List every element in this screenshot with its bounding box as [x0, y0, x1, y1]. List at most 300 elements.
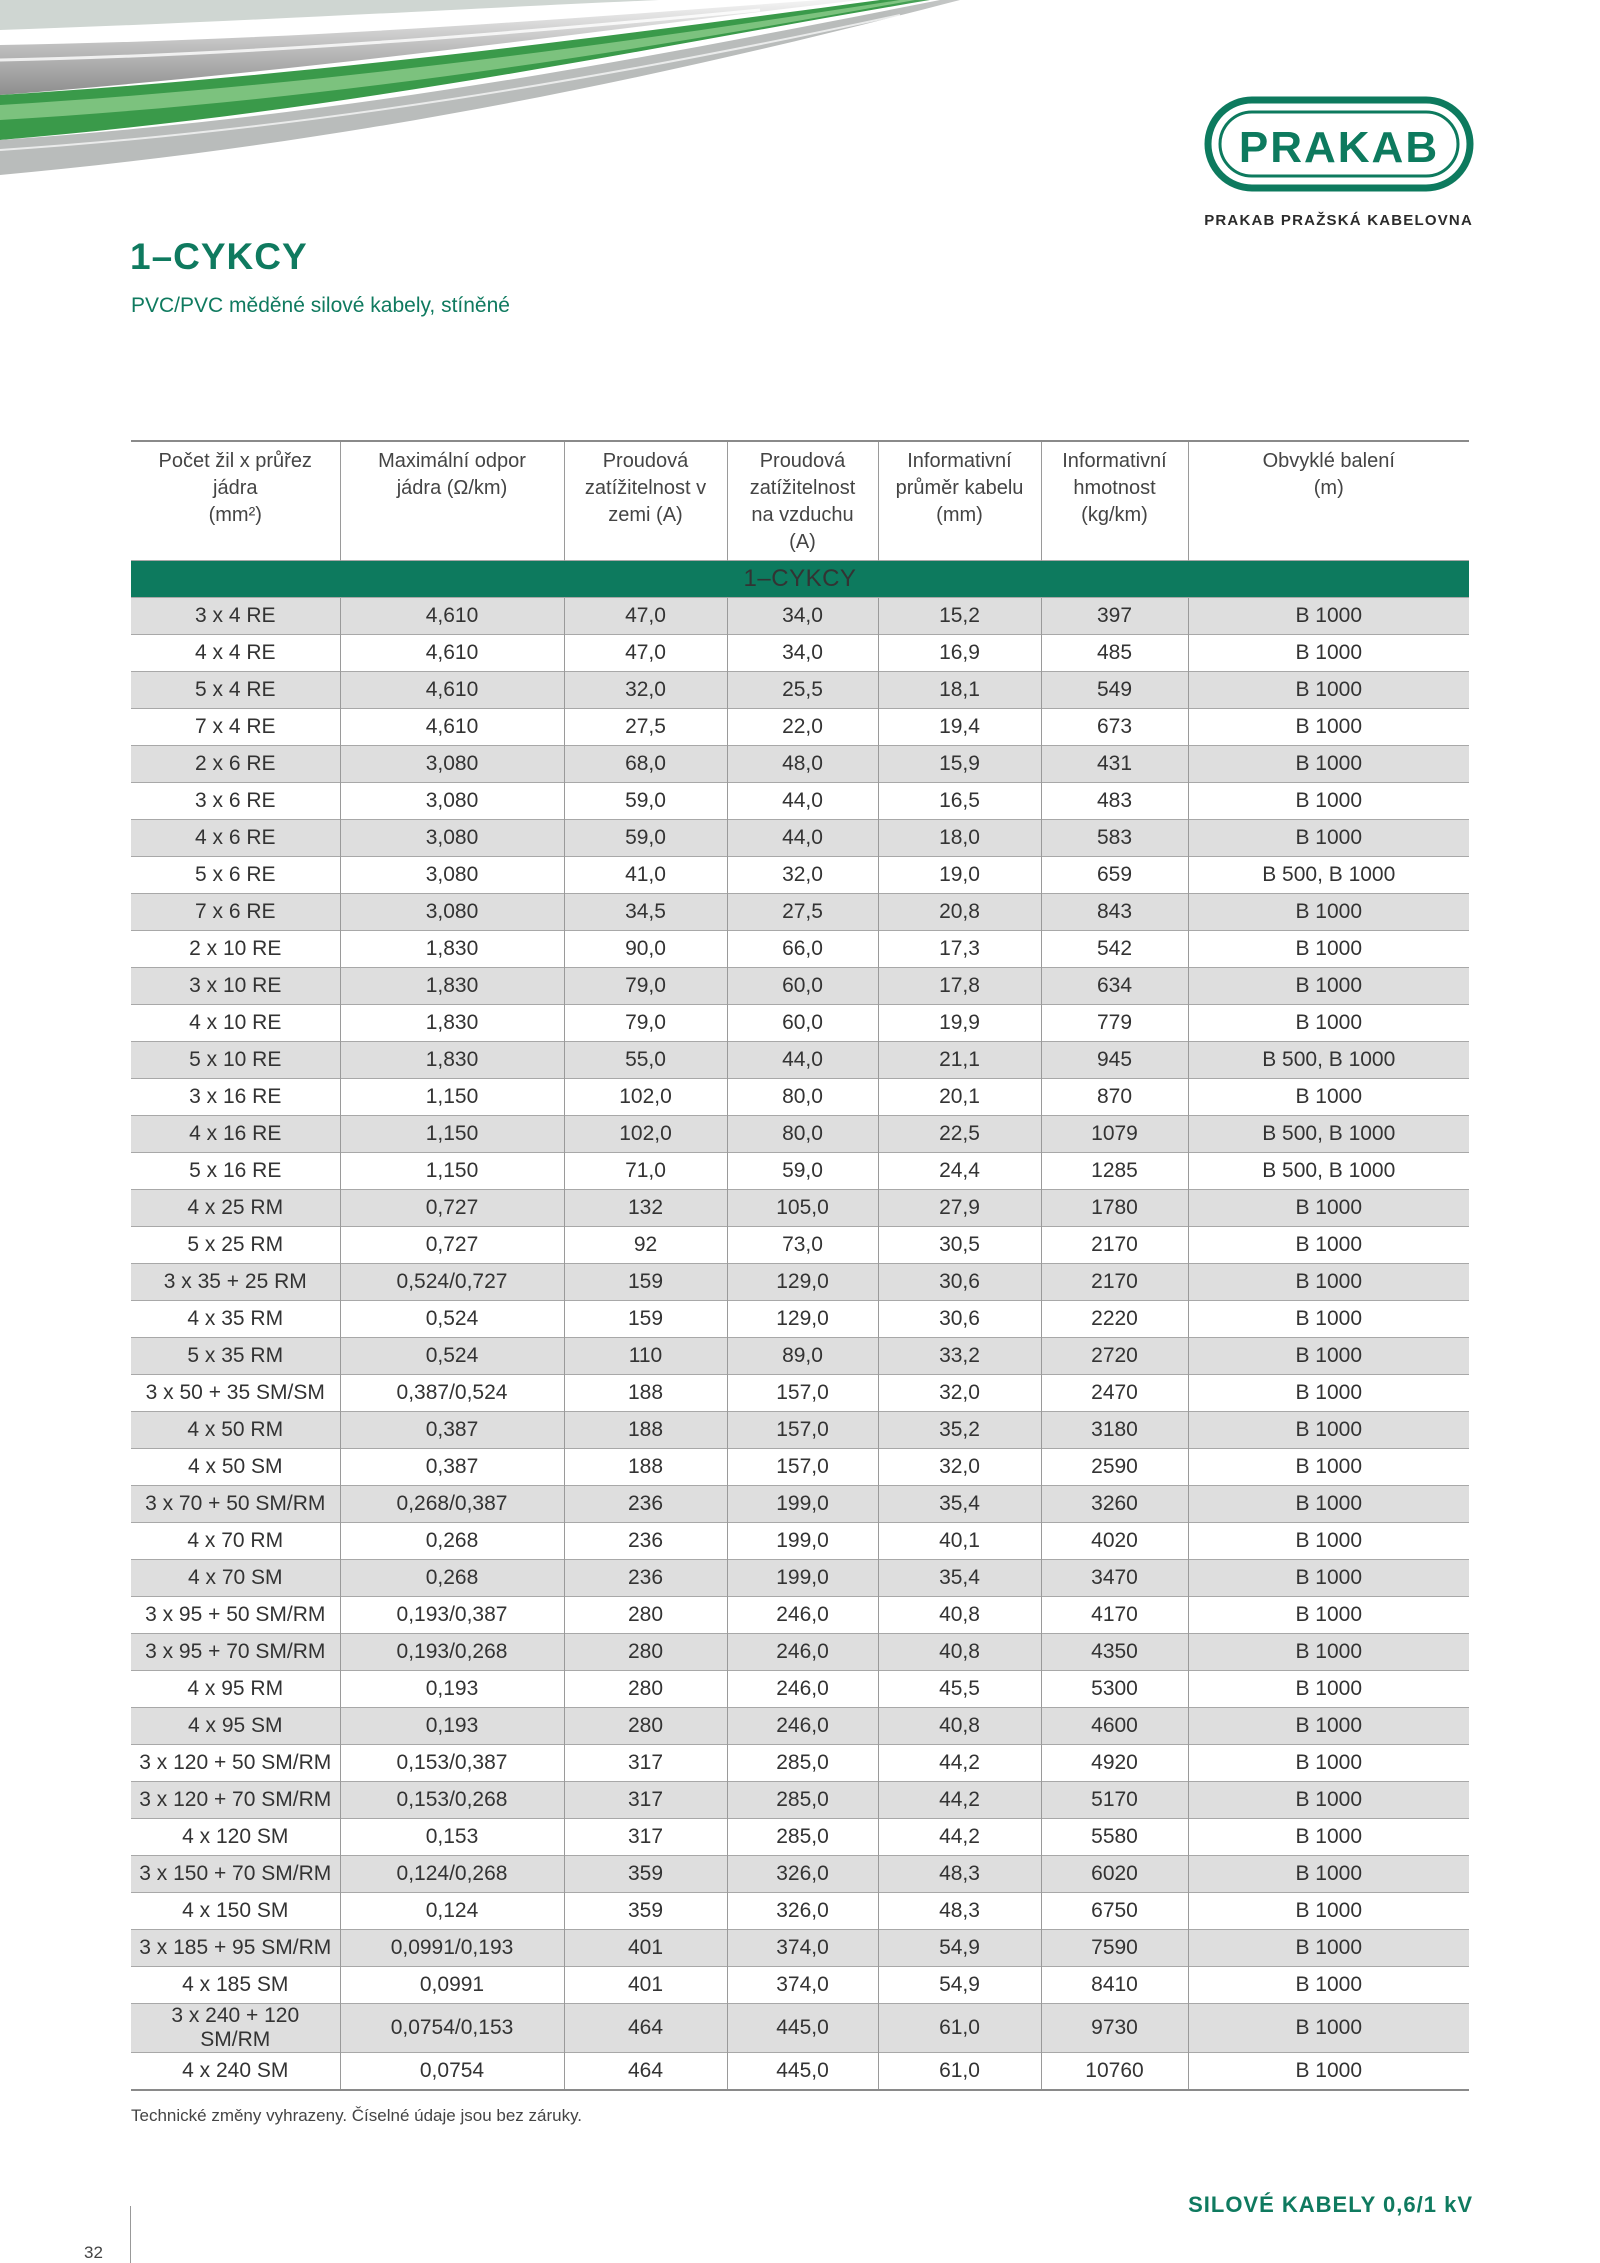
table-cell: 30,6: [878, 1264, 1041, 1301]
table-cell: 0,124: [340, 1893, 564, 1930]
table-cell: 374,0: [727, 1967, 878, 2004]
table-cell: 3180: [1041, 1412, 1188, 1449]
table-cell: B 500, B 1000: [1188, 1116, 1469, 1153]
table-cell: B 1000: [1188, 1338, 1469, 1375]
table-row: [131, 857, 1469, 894]
table-cell: 4 x 120 SM: [131, 1819, 340, 1856]
table-cell: 236: [564, 1523, 727, 1560]
table-cell: 45,5: [878, 1671, 1041, 1708]
table-cell: 40,1: [878, 1523, 1041, 1560]
table-cell: B 1000: [1188, 1597, 1469, 1634]
table-cell: 35,4: [878, 1486, 1041, 1523]
table-cell: 20,1: [878, 1079, 1041, 1116]
table-cell: 4,610: [340, 635, 564, 672]
table-cell: 4 x 50 SM: [131, 1449, 340, 1486]
table-cell: B 1000: [1188, 968, 1469, 1005]
table-cell: 16,5: [878, 783, 1041, 820]
table-cell: 3 x 6 RE: [131, 783, 340, 820]
table-cell: 1,150: [340, 1116, 564, 1153]
table-cell: B 1000: [1188, 672, 1469, 709]
table-section-row: [131, 561, 1469, 598]
table-row: [131, 1523, 1469, 1560]
table-cell: 3,080: [340, 857, 564, 894]
table-cell: 105,0: [727, 1190, 878, 1227]
table-cell: 5 x 16 RE: [131, 1153, 340, 1190]
table-cell: 15,9: [878, 746, 1041, 783]
table-cell: B 1000: [1188, 1893, 1469, 1930]
table-row: [131, 2004, 1469, 2053]
table-cell: 30,5: [878, 1227, 1041, 1264]
table-cell: 236: [564, 1560, 727, 1597]
table-cell: 60,0: [727, 968, 878, 1005]
table-cell: 0,0754: [340, 2053, 564, 2091]
table-cell: 4 x 10 RE: [131, 1005, 340, 1042]
table-row: [131, 1264, 1469, 1301]
table-cell: B 1000: [1188, 1301, 1469, 1338]
table-cell: B 500, B 1000: [1188, 857, 1469, 894]
table-cell: 35,2: [878, 1412, 1041, 1449]
table-cell: 24,4: [878, 1153, 1041, 1190]
table-cell: 21,1: [878, 1042, 1041, 1079]
table-cell: 285,0: [727, 1745, 878, 1782]
table-cell: 3 x 70 + 50 SM/RM: [131, 1486, 340, 1523]
table-cell: 4170: [1041, 1597, 1188, 1634]
table-cell: 0,727: [340, 1227, 564, 1264]
table-cell: 41,0: [564, 857, 727, 894]
table-cell: 157,0: [727, 1375, 878, 1412]
table-cell: 34,0: [727, 598, 878, 635]
table-row: [131, 1671, 1469, 1708]
svg-text:PRAKAB: PRAKAB: [1238, 123, 1440, 172]
table-cell: 0,153/0,268: [340, 1782, 564, 1819]
table-cell: B 500, B 1000: [1188, 1042, 1469, 1079]
table-cell: 6020: [1041, 1856, 1188, 1893]
column-header: Počet žil x průřez jádra (mm²): [131, 441, 340, 561]
table-row: [131, 1708, 1469, 1745]
table-cell: 79,0: [564, 1005, 727, 1042]
table-cell: 0,268: [340, 1560, 564, 1597]
table-cell: B 1000: [1188, 1079, 1469, 1116]
table-row: [131, 635, 1469, 672]
table-cell: 3 x 185 + 95 SM/RM: [131, 1930, 340, 1967]
table-cell: 779: [1041, 1005, 1188, 1042]
table-cell: 280: [564, 1708, 727, 1745]
table-cell: 19,9: [878, 1005, 1041, 1042]
table-cell: 4 x 70 RM: [131, 1523, 340, 1560]
table-cell: 25,5: [727, 672, 878, 709]
table-cell: B 1000: [1188, 1819, 1469, 1856]
table-cell: 5 x 4 RE: [131, 672, 340, 709]
table-cell: 32,0: [564, 672, 727, 709]
table-cell: 0,193/0,387: [340, 1597, 564, 1634]
table-row: [131, 1079, 1469, 1116]
column-header: Maximální odpor jádra (Ω/km): [340, 441, 564, 561]
table-cell: 54,9: [878, 1967, 1041, 2004]
table-cell: 5 x 25 RM: [131, 1227, 340, 1264]
page-number: 32: [84, 2243, 103, 2262]
table-row: [131, 672, 1469, 709]
table-cell: 30,6: [878, 1301, 1041, 1338]
table-cell: B 1000: [1188, 1560, 1469, 1597]
table-cell: B 1000: [1188, 2004, 1469, 2053]
table-cell: 40,8: [878, 1708, 1041, 1745]
table-cell: 60,0: [727, 1005, 878, 1042]
table-cell: 32,0: [727, 857, 878, 894]
table-cell: 0,153: [340, 1819, 564, 1856]
table-cell: 4 x 35 RM: [131, 1301, 340, 1338]
table-cell: 59,0: [564, 783, 727, 820]
table-cell: 3 x 95 + 50 SM/RM: [131, 1597, 340, 1634]
table-cell: B 1000: [1188, 1375, 1469, 1412]
table-cell: 80,0: [727, 1116, 878, 1153]
table-cell: 0,524: [340, 1301, 564, 1338]
footer-section-title: SILOVÉ KABELY 0,6/1 kV: [1188, 2192, 1473, 2217]
table-cell: 61,0: [878, 2004, 1041, 2053]
table-cell: B 1000: [1188, 783, 1469, 820]
table-cell: 0,153/0,387: [340, 1745, 564, 1782]
table-cell: 48,3: [878, 1893, 1041, 1930]
table-cell: 3 x 35 + 25 RM: [131, 1264, 340, 1301]
table-row: [131, 1893, 1469, 1930]
table-row: [131, 1856, 1469, 1893]
table-cell: 4,610: [340, 672, 564, 709]
table-cell: 2220: [1041, 1301, 1188, 1338]
table-cell: B 1000: [1188, 1264, 1469, 1301]
column-header: Proudová zatížitelnost v zemi (A): [564, 441, 727, 561]
table-cell: 199,0: [727, 1560, 878, 1597]
table-cell: 246,0: [727, 1708, 878, 1745]
table-row: [131, 1486, 1469, 1523]
table-cell: 2170: [1041, 1227, 1188, 1264]
table-cell: 4 x 70 SM: [131, 1560, 340, 1597]
table-row: [131, 1782, 1469, 1819]
table-cell: 583: [1041, 820, 1188, 857]
table-cell: 17,8: [878, 968, 1041, 1005]
table-cell: B 1000: [1188, 1930, 1469, 1967]
table-cell: 4020: [1041, 1523, 1188, 1560]
table-cell: 3,080: [340, 894, 564, 931]
table-cell: 4 x 95 SM: [131, 1708, 340, 1745]
table-cell: 0,124/0,268: [340, 1856, 564, 1893]
table-cell: 40,8: [878, 1597, 1041, 1634]
table-row: [131, 1301, 1469, 1338]
table-cell: 3 x 4 RE: [131, 598, 340, 635]
table-cell: 5580: [1041, 1819, 1188, 1856]
table-row: [131, 709, 1469, 746]
table-cell: 401: [564, 1967, 727, 2004]
table-cell: B 1000: [1188, 1856, 1469, 1893]
table-cell: B 1000: [1188, 1782, 1469, 1819]
column-header: Informativní průměr kabelu (mm): [878, 441, 1041, 561]
table-cell: 1285: [1041, 1153, 1188, 1190]
table-row: [131, 1634, 1469, 1671]
table-cell: B 1000: [1188, 1005, 1469, 1042]
table-cell: 236: [564, 1486, 727, 1523]
table-cell: 48,3: [878, 1856, 1041, 1893]
table-cell: 280: [564, 1671, 727, 1708]
cable-spec-table: [131, 440, 1469, 2091]
table-row: [131, 1449, 1469, 1486]
table-cell: 280: [564, 1634, 727, 1671]
table-cell: 92: [564, 1227, 727, 1264]
table-cell: 0,193: [340, 1671, 564, 1708]
table-cell: 397: [1041, 598, 1188, 635]
table-cell: 3 x 95 + 70 SM/RM: [131, 1634, 340, 1671]
table-row: [131, 1375, 1469, 1412]
table-cell: 32,0: [878, 1375, 1041, 1412]
table-cell: 110: [564, 1338, 727, 1375]
table-cell: 317: [564, 1745, 727, 1782]
table-cell: 7 x 6 RE: [131, 894, 340, 931]
table-cell: 68,0: [564, 746, 727, 783]
table-cell: 3,080: [340, 783, 564, 820]
table-cell: 673: [1041, 709, 1188, 746]
table-cell: 4,610: [340, 709, 564, 746]
table-row: [131, 1819, 1469, 1856]
table-cell: 542: [1041, 931, 1188, 968]
table-cell: 4 x 150 SM: [131, 1893, 340, 1930]
table-cell: 19,4: [878, 709, 1041, 746]
table-cell: 47,0: [564, 635, 727, 672]
table-cell: 1,830: [340, 1042, 564, 1079]
table-cell: 6750: [1041, 1893, 1188, 1930]
table-cell: 80,0: [727, 1079, 878, 1116]
table-cell: 4,610: [340, 598, 564, 635]
table-cell: 0,193/0,268: [340, 1634, 564, 1671]
table-cell: 4 x 95 RM: [131, 1671, 340, 1708]
table-cell: 0,387: [340, 1449, 564, 1486]
table-cell: 199,0: [727, 1486, 878, 1523]
table-cell: 0,727: [340, 1190, 564, 1227]
table-cell: 102,0: [564, 1116, 727, 1153]
table-cell: 445,0: [727, 2053, 878, 2091]
table-cell: 634: [1041, 968, 1188, 1005]
table-cell: 20,8: [878, 894, 1041, 931]
table-cell: 102,0: [564, 1079, 727, 1116]
table-cell: 22,0: [727, 709, 878, 746]
table-cell: B 1000: [1188, 820, 1469, 857]
table-cell: 18,1: [878, 672, 1041, 709]
table-cell: 55,0: [564, 1042, 727, 1079]
table-row: [131, 1930, 1469, 1967]
column-header: Proudová zatížitelnost na vzduchu (A): [727, 441, 878, 561]
table-cell: 73,0: [727, 1227, 878, 1264]
table-cell: B 1000: [1188, 1449, 1469, 1486]
table-cell: B 1000: [1188, 894, 1469, 931]
table-cell: 374,0: [727, 1930, 878, 1967]
table-cell: 2720: [1041, 1338, 1188, 1375]
table-cell: 549: [1041, 672, 1188, 709]
table-cell: 27,9: [878, 1190, 1041, 1227]
table-cell: 401: [564, 1930, 727, 1967]
table-cell: 0,193: [340, 1708, 564, 1745]
table-cell: 129,0: [727, 1301, 878, 1338]
table-row: [131, 894, 1469, 931]
table-cell: 188: [564, 1449, 727, 1486]
table-cell: 19,0: [878, 857, 1041, 894]
table-cell: 326,0: [727, 1893, 878, 1930]
table-cell: 1,830: [340, 968, 564, 1005]
table-cell: 5300: [1041, 1671, 1188, 1708]
table-cell: 0,0991/0,193: [340, 1930, 564, 1967]
table-cell: 464: [564, 2004, 727, 2053]
table-cell: B 1000: [1188, 1190, 1469, 1227]
table-cell: 0,387: [340, 1412, 564, 1449]
table-cell: 3,080: [340, 746, 564, 783]
table-cell: 4 x 25 RM: [131, 1190, 340, 1227]
table-row: [131, 1227, 1469, 1264]
table-row: [131, 1116, 1469, 1153]
table-cell: 159: [564, 1264, 727, 1301]
table-row: [131, 1190, 1469, 1227]
table-cell: 34,0: [727, 635, 878, 672]
table-cell: 3 x 10 RE: [131, 968, 340, 1005]
table-cell: 246,0: [727, 1671, 878, 1708]
table-cell: 59,0: [727, 1153, 878, 1190]
table-cell: 34,5: [564, 894, 727, 931]
table-row: [131, 1597, 1469, 1634]
table-cell: 3 x 150 + 70 SM/RM: [131, 1856, 340, 1893]
table-cell: B 1000: [1188, 1745, 1469, 1782]
table-cell: 483: [1041, 783, 1188, 820]
table-row: [131, 746, 1469, 783]
table-row: [131, 1560, 1469, 1597]
table-cell: 1,150: [340, 1153, 564, 1190]
table-cell: 317: [564, 1819, 727, 1856]
table-row: [131, 931, 1469, 968]
column-header: Obvyklé balení (m): [1188, 441, 1469, 561]
page-subtitle: PVC/PVC měděné silové kabely, stíněné: [131, 294, 510, 317]
table-cell: 59,0: [564, 820, 727, 857]
table-cell: 27,5: [564, 709, 727, 746]
table-cell: 79,0: [564, 968, 727, 1005]
table-cell: 4350: [1041, 1634, 1188, 1671]
table-cell: 32,0: [878, 1449, 1041, 1486]
table-row: [131, 1338, 1469, 1375]
table-cell: 4 x 6 RE: [131, 820, 340, 857]
table-row: [131, 1412, 1469, 1449]
table-cell: 18,0: [878, 820, 1041, 857]
table-cell: 4600: [1041, 1708, 1188, 1745]
table-cell: 129,0: [727, 1264, 878, 1301]
table-cell: 44,2: [878, 1782, 1041, 1819]
table-cell: 0,268: [340, 1523, 564, 1560]
table-cell: 285,0: [727, 1819, 878, 1856]
table-cell: 3,080: [340, 820, 564, 857]
table-cell: 44,2: [878, 1745, 1041, 1782]
table-cell: 0,0754/0,153: [340, 2004, 564, 2053]
table-cell: 157,0: [727, 1412, 878, 1449]
table-cell: 0,268/0,387: [340, 1486, 564, 1523]
table-cell: B 1000: [1188, 709, 1469, 746]
table-cell: 44,0: [727, 783, 878, 820]
table-cell: 16,9: [878, 635, 1041, 672]
table-cell: 5170: [1041, 1782, 1188, 1819]
table-cell: B 1000: [1188, 1634, 1469, 1671]
table-cell: 2470: [1041, 1375, 1188, 1412]
table-cell: 54,9: [878, 1930, 1041, 1967]
table-cell: 4 x 185 SM: [131, 1967, 340, 2004]
table-cell: 431: [1041, 746, 1188, 783]
table-cell: 3 x 240 + 120 SM/RM: [131, 2004, 340, 2053]
table-cell: 359: [564, 1856, 727, 1893]
table-cell: 17,3: [878, 931, 1041, 968]
table-cell: 3 x 120 + 70 SM/RM: [131, 1782, 340, 1819]
table-cell: 326,0: [727, 1856, 878, 1893]
table-cell: 40,8: [878, 1634, 1041, 1671]
table-cell: 870: [1041, 1079, 1188, 1116]
table-cell: 4 x 16 RE: [131, 1116, 340, 1153]
table-cell: 317: [564, 1782, 727, 1819]
table-cell: 285,0: [727, 1782, 878, 1819]
table-cell: 2 x 6 RE: [131, 746, 340, 783]
table-cell: 188: [564, 1375, 727, 1412]
table-cell: 4 x 50 RM: [131, 1412, 340, 1449]
table-cell: 44,0: [727, 820, 878, 857]
table-cell: 132: [564, 1190, 727, 1227]
table-cell: 71,0: [564, 1153, 727, 1190]
table-row: [131, 1042, 1469, 1079]
table-cell: 8410: [1041, 1967, 1188, 2004]
table-cell: 1780: [1041, 1190, 1188, 1227]
table-cell: 3 x 50 + 35 SM/SM: [131, 1375, 340, 1412]
table-cell: 464: [564, 2053, 727, 2091]
table-cell: 445,0: [727, 2004, 878, 2053]
table-cell: B 1000: [1188, 1486, 1469, 1523]
table-cell: 44,2: [878, 1819, 1041, 1856]
table-cell: 15,2: [878, 598, 1041, 635]
table-cell: 280: [564, 1597, 727, 1634]
table-cell: 246,0: [727, 1597, 878, 1634]
page-divider: [130, 2206, 131, 2263]
table-cell: 3 x 120 + 50 SM/RM: [131, 1745, 340, 1782]
table-row: [131, 968, 1469, 1005]
table-cell: B 1000: [1188, 598, 1469, 635]
table-cell: 47,0: [564, 598, 727, 635]
table-cell: 0,0991: [340, 1967, 564, 2004]
table-cell: B 1000: [1188, 1412, 1469, 1449]
table-cell: 659: [1041, 857, 1188, 894]
table-cell: 35,4: [878, 1560, 1041, 1597]
table-cell: 157,0: [727, 1449, 878, 1486]
table-cell: 9730: [1041, 2004, 1188, 2053]
table-cell: 90,0: [564, 931, 727, 968]
table-cell: 33,2: [878, 1338, 1041, 1375]
table-cell: 89,0: [727, 1338, 878, 1375]
table-cell: 0,524/0,727: [340, 1264, 564, 1301]
table-cell: 2590: [1041, 1449, 1188, 1486]
table-cell: 10760: [1041, 2053, 1188, 2091]
table-cell: 5 x 10 RE: [131, 1042, 340, 1079]
table-cell: 2170: [1041, 1264, 1188, 1301]
table-cell: 5 x 35 RM: [131, 1338, 340, 1375]
table-header-row: [131, 441, 1469, 561]
table-cell: 485: [1041, 635, 1188, 672]
column-header: Informativní hmotnost (kg/km): [1041, 441, 1188, 561]
table-cell: B 1000: [1188, 1708, 1469, 1745]
table-cell: 2 x 10 RE: [131, 931, 340, 968]
table-row: [131, 783, 1469, 820]
page-title: 1–CYKCY: [130, 236, 308, 277]
table-row: [131, 1745, 1469, 1782]
table-row: [131, 1153, 1469, 1190]
table-cell: B 1000: [1188, 2053, 1469, 2091]
table-cell: 1,830: [340, 931, 564, 968]
table-cell: 0,524: [340, 1338, 564, 1375]
table-cell: 246,0: [727, 1634, 878, 1671]
table-cell: 843: [1041, 894, 1188, 931]
table-cell: 22,5: [878, 1116, 1041, 1153]
